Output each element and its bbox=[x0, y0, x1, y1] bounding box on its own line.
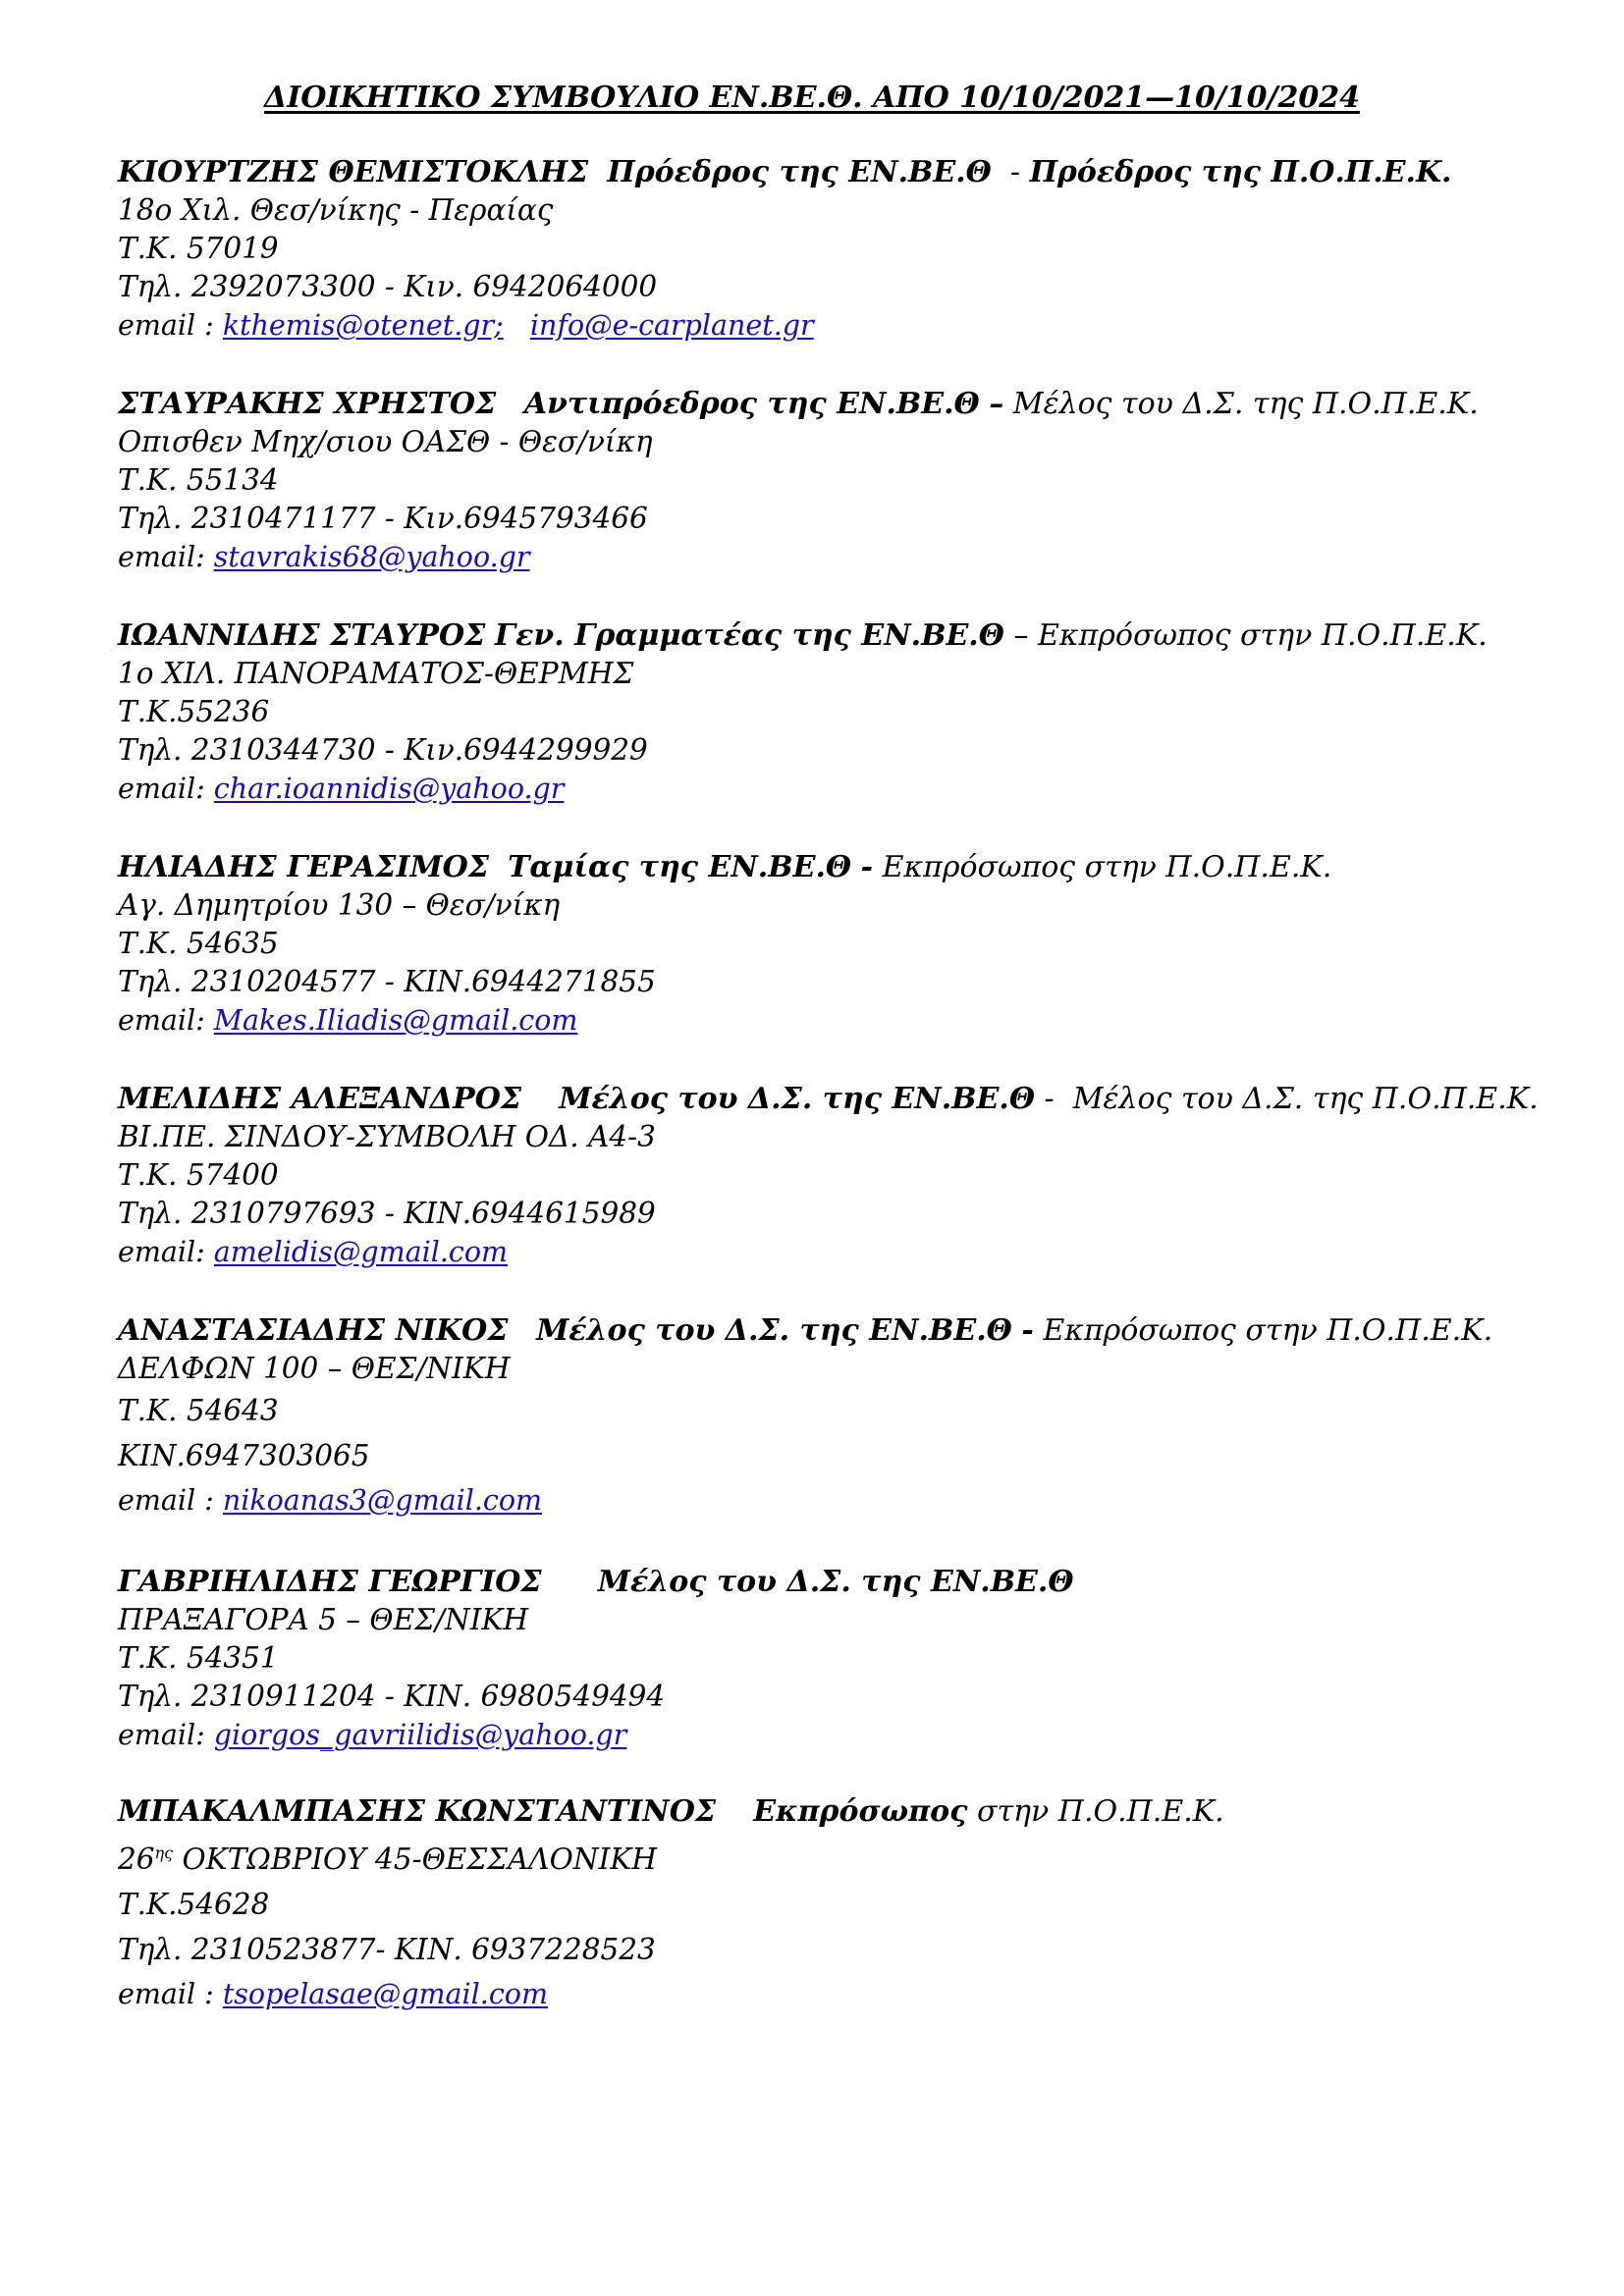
email-link[interactable]: nikoanas3@gmail.com bbox=[222, 1484, 543, 1517]
page-title: ΔΙΟΙΚΗΤΙΚΟ ΣΥΜΒΟΥΛΙΟ ΕΝ.ΒΕ.Θ. ΑΠΟ 10/10/2021—10/10/2024 bbox=[264, 80, 1360, 115]
member-entry bbox=[118, 1792, 1591, 2017]
member-phone: Τηλ. 2310911204 - ΚΙΝ. 6980549494 bbox=[118, 1680, 666, 1713]
member-postcode: Τ.Κ. 54351 bbox=[118, 1641, 279, 1675]
member-email-row bbox=[118, 1233, 1591, 1271]
member-secondary-role: Μέλος του Δ.Σ. της Π.Ο.Π.Ε.Κ. bbox=[1012, 387, 1479, 421]
member-email-row bbox=[118, 1001, 1591, 1040]
member-header bbox=[118, 848, 1591, 886]
member-name: ΜΠΑΚΑΛΜΠΑΣΗΣ ΚΩΝΣΤΑΝΤΙΝΟΣ bbox=[118, 1794, 717, 1829]
email-label: email : bbox=[118, 1484, 214, 1517]
member-phone: Τηλ. 2310204577 - ΚΙΝ.6944271855 bbox=[118, 965, 656, 998]
member-phone: Τηλ. 2392073300 - Κιν. 6942064000 bbox=[118, 270, 658, 303]
member-entry bbox=[118, 153, 1591, 345]
role-separator: - bbox=[860, 850, 874, 884]
email-label: email: bbox=[118, 1236, 205, 1268]
member-role: Ταμίας της ΕΝ.ΒΕ.Θ bbox=[508, 850, 852, 884]
member-phone: Τηλ. 2310344730 - Κιν.6944299929 bbox=[118, 733, 648, 767]
email-label: email : bbox=[118, 309, 214, 342]
email-link[interactable]: Makes.Iliadis@gmail.com bbox=[213, 1004, 578, 1037]
member-entry bbox=[118, 848, 1591, 1040]
member-phone: ΚΙΝ.6947303065 bbox=[118, 1439, 370, 1472]
email-link[interactable]: kthemis@otenet.gr; bbox=[222, 309, 504, 342]
email-label: email: bbox=[118, 541, 205, 573]
member-name: ΗΛΙΑΔΗΣ ΓΕΡΑΣΙΜΟΣ bbox=[118, 850, 490, 884]
member-postcode: Τ.Κ. 57019 bbox=[118, 232, 279, 265]
member-name: ΙΩΑΝΝΙΔΗΣ ΣΤΑΥΡΟΣ bbox=[118, 618, 486, 653]
member-header bbox=[118, 1311, 1591, 1350]
member-role: Πρόεδρος της ΕΝ.ΒΕ.Θ bbox=[607, 155, 992, 189]
member-secondary-role: Εκπρόσωπος στην Π.Ο.Π.Ε.Κ. bbox=[1037, 618, 1488, 653]
email-link[interactable]: char.ioannidis@yahoo.gr bbox=[213, 773, 565, 805]
email-link[interactable]: amelidis@gmail.com bbox=[213, 1236, 509, 1268]
member-name: ΓΑΒΡΙΗΛΙΔΗΣ ΓΕΩΡΓΙΟΣ bbox=[118, 1565, 542, 1599]
email-link[interactable]: stavrakis68@yahoo.gr bbox=[213, 541, 530, 573]
role-separator: - bbox=[1044, 1082, 1055, 1116]
member-entry bbox=[118, 616, 1591, 808]
member-postcode: Τ.Κ. 55134 bbox=[118, 463, 279, 497]
member-role: Γεν. Γραμματέας της ΕΝ.ΒΕ.Θ bbox=[494, 618, 1004, 653]
member-phone: Τηλ. 2310797693 - ΚΙΝ.6944615989 bbox=[118, 1197, 656, 1230]
member-phone: Τηλ. 2310471177 - Κιν.6945793466 bbox=[118, 502, 648, 535]
member-address bbox=[118, 1831, 1591, 1882]
member-header bbox=[118, 616, 1591, 655]
address-ordinal-suffix: ης bbox=[154, 1843, 174, 1862]
member-role: Μέλος του Δ.Σ. της ΕΝ.ΒΕ.Θ bbox=[597, 1565, 1074, 1599]
member-entry bbox=[118, 1311, 1591, 1523]
member-role: Μέλος του Δ.Σ. της ΕΝ.ΒΕ.Θ bbox=[536, 1313, 1012, 1348]
member-address: 1ο ΧΙΛ. ΠΑΝΟΡΑΜΑΤΟΣ-ΘΕΡΜΗΣ bbox=[118, 657, 634, 690]
role-separator: – bbox=[989, 387, 1004, 421]
email-label: email : bbox=[118, 1977, 214, 2010]
member-entry bbox=[118, 385, 1591, 576]
member-postcode: Τ.Κ. 54635 bbox=[118, 927, 279, 960]
address-number: 26 bbox=[118, 1842, 155, 1876]
address-street: ΟΚΤΩΒΡΙΟΥ 45-ΘΕΣΣΑΛΟΝΙΚΗ bbox=[182, 1842, 658, 1876]
member-postcode: Τ.Κ. 54643 bbox=[118, 1394, 279, 1427]
email-label: email: bbox=[118, 773, 205, 805]
role-separator: – bbox=[1013, 618, 1029, 653]
member-role: Μέλος του Δ.Σ. της ΕΝ.ΒΕ.Θ bbox=[559, 1082, 1035, 1116]
member-header bbox=[118, 1080, 1591, 1118]
member-email-row bbox=[118, 770, 1591, 808]
member-header bbox=[118, 385, 1591, 423]
member-address: ΒΙ.ΠΕ. ΣΙΝΔΟΥ-ΣΥΜΒΟΛΗ ΟΔ. Α4-3 bbox=[118, 1120, 656, 1153]
email-link[interactable]: tsopelasae@gmail.com bbox=[222, 1977, 548, 2010]
member-address: ΔΕΛΦΩΝ 100 – ΘΕΣ/ΝΙΚΗ bbox=[118, 1352, 511, 1385]
member-header bbox=[118, 1792, 1591, 1831]
member-postcode: Τ.Κ.54628 bbox=[118, 1887, 270, 1921]
member-secondary-role: Μέλος του Δ.Σ. της Π.Ο.Π.Ε.Κ. bbox=[1072, 1082, 1539, 1116]
member-header bbox=[118, 153, 1591, 191]
member-phone: Τηλ. 2310523877- ΚΙΝ. 6937228523 bbox=[118, 1932, 656, 1966]
member-address: Οπισθεν Μηχ/σιου ΟΑΣΘ - Θεσ/νίκη bbox=[118, 425, 653, 458]
email-label: email: bbox=[118, 1004, 205, 1037]
member-header bbox=[118, 1563, 1591, 1601]
member-address: ΠΡΑΞΑΓΟΡΑ 5 – ΘΕΣ/ΝΙΚΗ bbox=[118, 1603, 529, 1636]
member-name: ΚΙΟΥΡΤΖΗΣ ΘΕΜΙΣΤΟΚΛΗΣ bbox=[118, 155, 589, 189]
member-email-row bbox=[118, 1478, 1591, 1523]
member-role: Εκπρόσωπος bbox=[753, 1794, 968, 1829]
member-secondary-role: στην Π.Ο.Π.Ε.Κ. bbox=[976, 1794, 1224, 1829]
role-separator: - bbox=[1021, 1313, 1034, 1348]
member-name: ΜΕΛΙΔΗΣ ΑΛΕΞΑΝΔΡΟΣ bbox=[118, 1082, 522, 1116]
member-name: ΑΝΑΣΤΑΣΙΑΔΗΣ ΝΙΚΟΣ bbox=[118, 1313, 509, 1348]
member-email-row bbox=[118, 306, 1591, 345]
email-link-secondary[interactable]: info@e-carplanet.gr bbox=[529, 309, 814, 342]
member-postcode: Τ.Κ.55236 bbox=[118, 695, 270, 728]
email-label: email: bbox=[118, 1719, 205, 1751]
member-secondary-role: Πρόεδρος της Π.Ο.Π.Ε.Κ. bbox=[1029, 155, 1452, 189]
email-link[interactable]: giorgos_gavriilidis@yahoo.gr bbox=[213, 1719, 627, 1751]
member-entry bbox=[118, 1563, 1591, 1754]
member-name: ΣΤΑΥΡΑΚΗΣ ΧΡΗΣΤΟΣ bbox=[118, 387, 497, 421]
role-separator: - bbox=[1009, 155, 1021, 189]
member-address: 18ο Χιλ. Θεσ/νίκης - Περαίας bbox=[118, 193, 554, 227]
member-secondary-role: Εκπρόσωπος στην Π.Ο.Π.Ε.Κ. bbox=[882, 850, 1332, 884]
member-email-row bbox=[118, 1972, 1591, 2017]
member-role: Αντιπρόεδρος της ΕΝ.ΒΕ.Θ bbox=[523, 387, 980, 421]
member-postcode: Τ.Κ. 57400 bbox=[118, 1158, 279, 1192]
member-entry bbox=[118, 1080, 1591, 1271]
member-email-row bbox=[118, 538, 1591, 576]
member-address: Αγ. Δημητρίου 130 – Θεσ/νίκη bbox=[118, 888, 561, 922]
member-secondary-role: Εκπρόσωπος στην Π.Ο.Π.Ε.Κ. bbox=[1043, 1313, 1493, 1348]
member-email-row bbox=[118, 1716, 1591, 1754]
